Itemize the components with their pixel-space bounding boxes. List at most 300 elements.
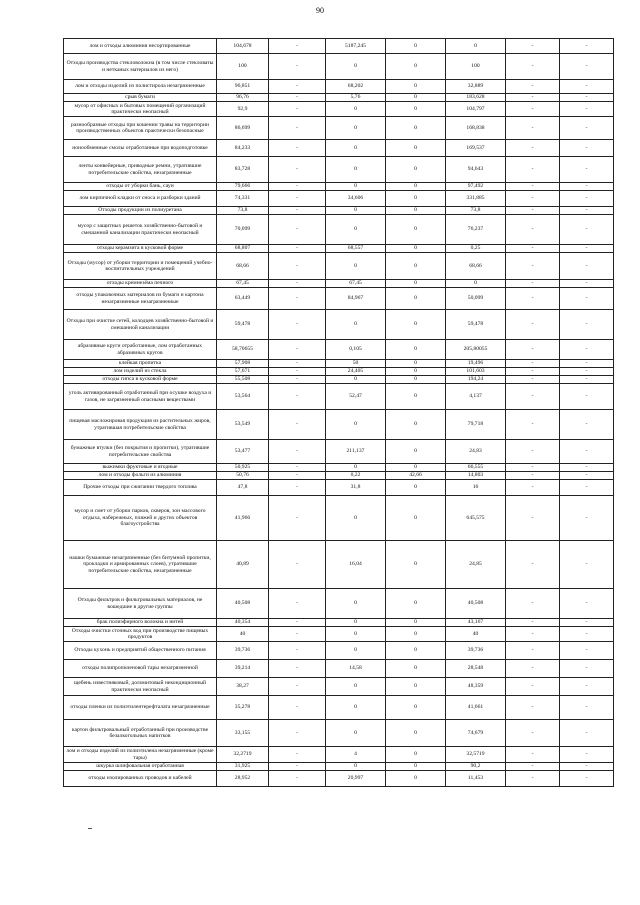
col6-cell: - [506,384,560,410]
col6-cell: - [506,207,560,215]
quantity-cell: 28,952 [217,771,269,787]
col4-cell: 0 [386,660,446,678]
col4-cell: 0 [386,310,446,340]
col4-cell: 0 [386,280,446,288]
quantity-cell: 40 [217,627,269,642]
waste-name-cell: Прочие отходы при сжигании твердого топлива [64,480,217,496]
waste-table [63,38,614,787]
col7-cell: - [560,496,614,541]
table-row [64,215,614,245]
col5-cell: 74,679 [446,720,506,747]
waste-name-cell: лом и отходы фольги из алюминия [64,472,217,480]
col6-cell: - [506,660,560,678]
table-row [64,472,614,480]
col7-cell: - [560,183,614,191]
col2-cell: - [269,464,326,472]
quantity-cell: 38,27 [217,678,269,696]
table-row [64,117,614,140]
col7-cell: - [560,140,614,157]
col5-cell: 48,359 [446,678,506,696]
waste-name-cell: лом изделий из стекла [64,368,217,376]
col5-cell: 24,85 [446,541,506,589]
col3-cell: 0 [326,678,386,696]
waste-name-cell: нашки бумажные незагрязненные (без битумной пропитки, прокладки и армированных слоев), утратившие потребительские свойства, незагрязненные [64,541,217,589]
quantity-cell: 104,678 [217,39,269,54]
col2-cell: - [269,215,326,245]
col7-cell: - [560,253,614,280]
quantity-cell: 39,214 [217,660,269,678]
col7-cell: - [560,771,614,787]
table-row [64,771,614,787]
quantity-cell: 100 [217,54,269,80]
table-row [64,94,614,102]
col4-cell: 0 [386,183,446,191]
col3-cell: 50 [326,360,386,368]
waste-name-cell: отходы от уборки бань, саун [64,183,217,191]
col6-cell: - [506,117,560,140]
quantity-cell: 83,728 [217,157,269,183]
col4-cell: 0 [386,763,446,771]
col5-cell: 41,661 [446,696,506,720]
col6-cell: - [506,102,560,117]
table-row [64,207,614,215]
col6-cell: - [506,410,560,440]
quantity-cell: 50,76 [217,472,269,480]
quantity-cell: 57,908 [217,360,269,368]
col6-cell: - [506,157,560,183]
quantity-cell: 68,807 [217,245,269,253]
col6-cell: - [506,541,560,589]
waste-name-cell: отходы керамзита в кусковой форме [64,245,217,253]
stray-mark [88,828,92,829]
col3-cell: 0 [326,464,386,472]
col4-cell: 0 [386,720,446,747]
col6-cell: - [506,763,560,771]
col7-cell: - [560,102,614,117]
col4-cell: 0 [386,771,446,787]
col3-cell: 5,76 [326,94,386,102]
table-row [64,191,614,207]
quantity-cell: 40,508 [217,589,269,619]
col4-cell: 0 [386,376,446,384]
col2-cell: - [269,619,326,627]
quantity-cell: 58,70655 [217,340,269,360]
col6-cell: - [506,340,560,360]
col6-cell: - [506,183,560,191]
col4-cell: 0 [386,440,446,464]
col5-cell: 19,496 [446,360,506,368]
col4-cell: 0 [386,102,446,117]
col2-cell: - [269,678,326,696]
col6-cell: - [506,376,560,384]
col7-cell: - [560,696,614,720]
col2-cell: - [269,157,326,183]
col3-cell: 0 [326,410,386,440]
col6-cell: - [506,678,560,696]
waste-name-cell: лом и отходы алюминия несортированные [64,39,217,54]
col4-cell: 0 [386,207,446,215]
table-row [64,660,614,678]
col3-cell: 0 [326,720,386,747]
table-row [64,376,614,384]
col6-cell: - [506,360,560,368]
col3-cell: 0 [326,117,386,140]
col6-cell: - [506,191,560,207]
waste-name-cell: картон фильтровальный отработанный при производстве безалкогольных напитков [64,720,217,747]
col3-cell: 0 [326,54,386,80]
col2-cell: - [269,80,326,94]
col2-cell: - [269,117,326,140]
quantity-cell: 40,89 [217,541,269,589]
col2-cell: - [269,496,326,541]
col5-cell: 39,736 [446,642,506,660]
col2-cell: - [269,696,326,720]
col2-cell: - [269,191,326,207]
col5-cell: 90,2 [446,763,506,771]
col5-cell: 205,80055 [446,340,506,360]
col6-cell: - [506,627,560,642]
quantity-cell: 70,099 [217,215,269,245]
col4-cell: 0 [386,117,446,140]
col4-cell: 0 [386,340,446,360]
quantity-cell: 47,8 [217,480,269,496]
col2-cell: - [269,660,326,678]
col7-cell: - [560,440,614,464]
col7-cell: - [560,642,614,660]
col6-cell: - [506,642,560,660]
table-row [64,39,614,54]
col7-cell: - [560,207,614,215]
table-row [64,440,614,464]
col3-cell: 68,557 [326,245,386,253]
col7-cell: - [560,215,614,245]
col5-cell: 0 [446,280,506,288]
table-row [64,642,614,660]
waste-name-cell: отходы изолированных проводов и кабелей [64,771,217,787]
col6-cell: - [506,288,560,310]
col5-cell: 331,885 [446,191,506,207]
quantity-cell: 50,925 [217,464,269,472]
col2-cell: - [269,140,326,157]
col3-cell: 84,967 [326,288,386,310]
col7-cell: - [560,54,614,80]
col7-cell: - [560,39,614,54]
waste-name-cell: ленты конвейерные, приводные ремни, утратившие потребительские свойства, незагрязненные [64,157,217,183]
table-row [64,410,614,440]
col2-cell: - [269,310,326,340]
quantity-cell: 86,699 [217,117,269,140]
col3-cell: 68,202 [326,80,386,94]
waste-name-cell: бумажные втулки (без покрытия и пропитки), утратившие потребительские свойства [64,440,217,464]
col7-cell: - [560,464,614,472]
col6-cell: - [506,589,560,619]
waste-name-cell: разнообразные отходы при кошении травы на территории производственных объектов практически безопасные [64,117,217,140]
col3-cell: 0 [326,376,386,384]
quantity-cell: 73,8 [217,207,269,215]
col3-cell: 0 [326,215,386,245]
waste-name-cell: щебень известняковый, доломитовый некондиционный практически неопасный [64,678,217,696]
waste-name-cell: Отходы продукции из полиуретана [64,207,217,215]
col6-cell: - [506,720,560,747]
quantity-cell: 31,925 [217,763,269,771]
quantity-cell: 96,851 [217,80,269,94]
table-row [64,496,614,541]
col2-cell: - [269,541,326,589]
col7-cell: - [560,310,614,340]
table-row [64,140,614,157]
waste-name-cell: мусор с защитных решеток хозяйственно-бытовой и смешанной канализации практически неопасный [64,215,217,245]
col7-cell: - [560,360,614,368]
col5-cell: 11,453 [446,771,506,787]
col3-cell: 0 [326,102,386,117]
table-row [64,310,614,340]
col3-cell: 4 [326,747,386,763]
col7-cell: - [560,376,614,384]
quantity-cell: 67,45 [217,280,269,288]
col3-cell: 67,45 [326,280,386,288]
waste-name-cell: мусор от офисных и бытовых помещений организаций практически неопасный [64,102,217,117]
quantity-cell: 53,564 [217,384,269,410]
quantity-cell: 40,354 [217,619,269,627]
waste-name-cell: уголь активированный отработанный при осушке воздуха и газов, не загрязненный опасными веществами [64,384,217,410]
col4-cell: 0 [386,642,446,660]
quantity-cell: 63,449 [217,288,269,310]
col6-cell: - [506,310,560,340]
col3-cell: 0 [326,627,386,642]
col4-cell: 0 [386,140,446,157]
quantity-cell: 74,331 [217,191,269,207]
table-row [64,678,614,696]
col6-cell: - [506,696,560,720]
col3-cell: 0 [326,253,386,280]
col2-cell: - [269,440,326,464]
col7-cell: - [560,117,614,140]
col2-cell: - [269,410,326,440]
col5-cell: 79,718 [446,410,506,440]
col4-cell: 0 [386,360,446,368]
col3-cell: 24,405 [326,368,386,376]
col3-cell: 0 [326,589,386,619]
col3-cell: 5187,245 [326,39,386,54]
col5-cell: 59,478 [446,310,506,340]
col6-cell: - [506,747,560,763]
col5-cell: 32,889 [446,80,506,94]
col7-cell: - [560,541,614,589]
col4-cell: 0 [386,464,446,472]
col5-cell: 97,492 [446,183,506,191]
col2-cell: - [269,360,326,368]
col2-cell: - [269,642,326,660]
col5-cell: 28,548 [446,660,506,678]
col4-cell: 0 [386,747,446,763]
col7-cell: - [560,94,614,102]
col2-cell: - [269,480,326,496]
col5-cell: 40 [446,627,506,642]
table-row [64,360,614,368]
col3-cell: 0 [326,183,386,191]
col6-cell: - [506,771,560,787]
waste-name-cell: Отходы фильтров и фильтровальных материалов, не вошедшие в другие группы [64,589,217,619]
col5-cell: 24,83 [446,440,506,464]
col4-cell: 0 [386,410,446,440]
quantity-cell: 92,9 [217,102,269,117]
table-row [64,589,614,619]
table-row [64,245,614,253]
col6-cell: - [506,253,560,280]
quantity-cell: 53,549 [217,410,269,440]
waste-name-cell: лом кирпичной кладки от сноса и разборки зданий [64,191,217,207]
col5-cell: 43,167 [446,619,506,627]
col5-cell: 14,803 [446,472,506,480]
waste-name-cell: отходы полипропиленовой тары незагрязненной [64,660,217,678]
col2-cell: - [269,376,326,384]
col2-cell: - [269,288,326,310]
col7-cell: - [560,410,614,440]
waste-name-cell: отходы упаковочных материалов из бумаги и картона незагрязненные незагрязненные [64,288,217,310]
col2-cell: - [269,54,326,80]
page-number: 90 [316,6,324,15]
col7-cell: - [560,589,614,619]
table-row [64,720,614,747]
col7-cell: - [560,340,614,360]
table-row [64,54,614,80]
table-row [64,541,614,589]
col5-cell: 104,797 [446,102,506,117]
table-row [64,464,614,472]
table-row [64,288,614,310]
col5-cell: 94,643 [446,157,506,183]
col3-cell: 0 [326,310,386,340]
col4-cell: 0 [386,589,446,619]
col2-cell: - [269,763,326,771]
col5-cell: 16 [446,480,506,496]
col2-cell: - [269,183,326,191]
waste-name-cell: клейкая пропитка [64,360,217,368]
col5-cell: 101,603 [446,368,506,376]
quantity-cell: 84,233 [217,140,269,157]
quantity-cell: 41,966 [217,496,269,541]
col3-cell: 0 [326,763,386,771]
table-row [64,384,614,410]
table-row [64,157,614,183]
table-row [64,368,614,376]
col5-cell: 194,24 [446,376,506,384]
col6-cell: - [506,464,560,472]
col7-cell: - [560,619,614,627]
waste-name-cell: мусор и смет от уборки парков, скверов, зон массового отдыха, набережных, пляжей и других объектов благоустройства [64,496,217,541]
col4-cell: 0 [386,678,446,696]
quantity-cell: 57,671 [217,368,269,376]
waste-name-cell: Отходы очистки сточных вод при производстве пищевых продуктов [64,627,217,642]
col3-cell: 0,105 [326,340,386,360]
waste-name-cell: Отходы кухонь и предприятий общественного питания [64,642,217,660]
col2-cell: - [269,253,326,280]
col5-cell: 0,25 [446,245,506,253]
col7-cell: - [560,480,614,496]
col4-cell: 0 [386,253,446,280]
col7-cell: - [560,747,614,763]
col5-cell: 4,137 [446,384,506,410]
col4-cell: 0 [386,245,446,253]
quantity-cell: 59,478 [217,310,269,340]
col5-cell: 168,838 [446,117,506,140]
table-row [64,747,614,763]
col4-cell: 0 [386,541,446,589]
waste-name-cell: отходы гипса в кусковой форме [64,376,217,384]
quantity-cell: 96,76 [217,94,269,102]
col5-cell: 100 [446,54,506,80]
col3-cell: 0,22 [326,472,386,480]
col4-cell: 0 [386,191,446,207]
col7-cell: - [560,627,614,642]
col6-cell: - [506,619,560,627]
col7-cell: - [560,660,614,678]
col6-cell: - [506,472,560,480]
table-row [64,102,614,117]
col7-cell: - [560,720,614,747]
waste-name-cell: Отходы производства стекловолокна (в том числе стекловаты и нетканых материалов из него) [64,54,217,80]
col3-cell: 0 [326,157,386,183]
col6-cell: - [506,80,560,94]
table-row [64,619,614,627]
col2-cell: - [269,280,326,288]
col4-cell: 0 [386,80,446,94]
col7-cell: - [560,472,614,480]
col6-cell: - [506,215,560,245]
col6-cell: - [506,39,560,54]
col6-cell: - [506,368,560,376]
waste-table-body [64,39,614,787]
col7-cell: - [560,80,614,94]
waste-name-cell: ионообменные смолы отработанные при водоподготовке [64,140,217,157]
col2-cell: - [269,384,326,410]
col2-cell: - [269,340,326,360]
col5-cell: 73,8 [446,207,506,215]
col5-cell: 32,5719 [446,747,506,763]
col5-cell: 66,555 [446,464,506,472]
waste-name-cell: брак полиэфирного волокна и нитей [64,619,217,627]
table-row [64,480,614,496]
col3-cell: 0 [326,619,386,627]
waste-name-cell: пищевая масложировая продукция из растительных жиров, утратившая потребительские свойства [64,410,217,440]
col4-cell: 0 [386,54,446,80]
col4-cell: 0 [386,496,446,541]
waste-name-cell: Отходы (мусор) от уборки территории и помещений учебно-воспитательных учреждений [64,253,217,280]
col7-cell: - [560,763,614,771]
col4-cell: 0 [386,288,446,310]
waste-name-cell: отходы пленки из полиэтилентерефталата незагрязненные [64,696,217,720]
table-row [64,253,614,280]
col6-cell: - [506,54,560,80]
waste-name-cell: шкурка шлифовальная отработанная [64,763,217,771]
col2-cell: - [269,771,326,787]
table-row [64,340,614,360]
table-row [64,80,614,94]
col4-cell: 0 [386,696,446,720]
table-row [64,763,614,771]
col5-cell: 50,099 [446,288,506,310]
quantity-cell: 39,736 [217,642,269,660]
col6-cell: - [506,94,560,102]
col6-cell: - [506,280,560,288]
col5-cell: 0 [446,39,506,54]
table-row [64,280,614,288]
waste-name-cell: срыв бумаги [64,94,217,102]
waste-name-cell: лом и отходы изделий из полиэтилена незагрязненные (кроме тары) [64,747,217,763]
col2-cell: - [269,720,326,747]
col4-cell: 0 [386,157,446,183]
quantity-cell: 68,66 [217,253,269,280]
